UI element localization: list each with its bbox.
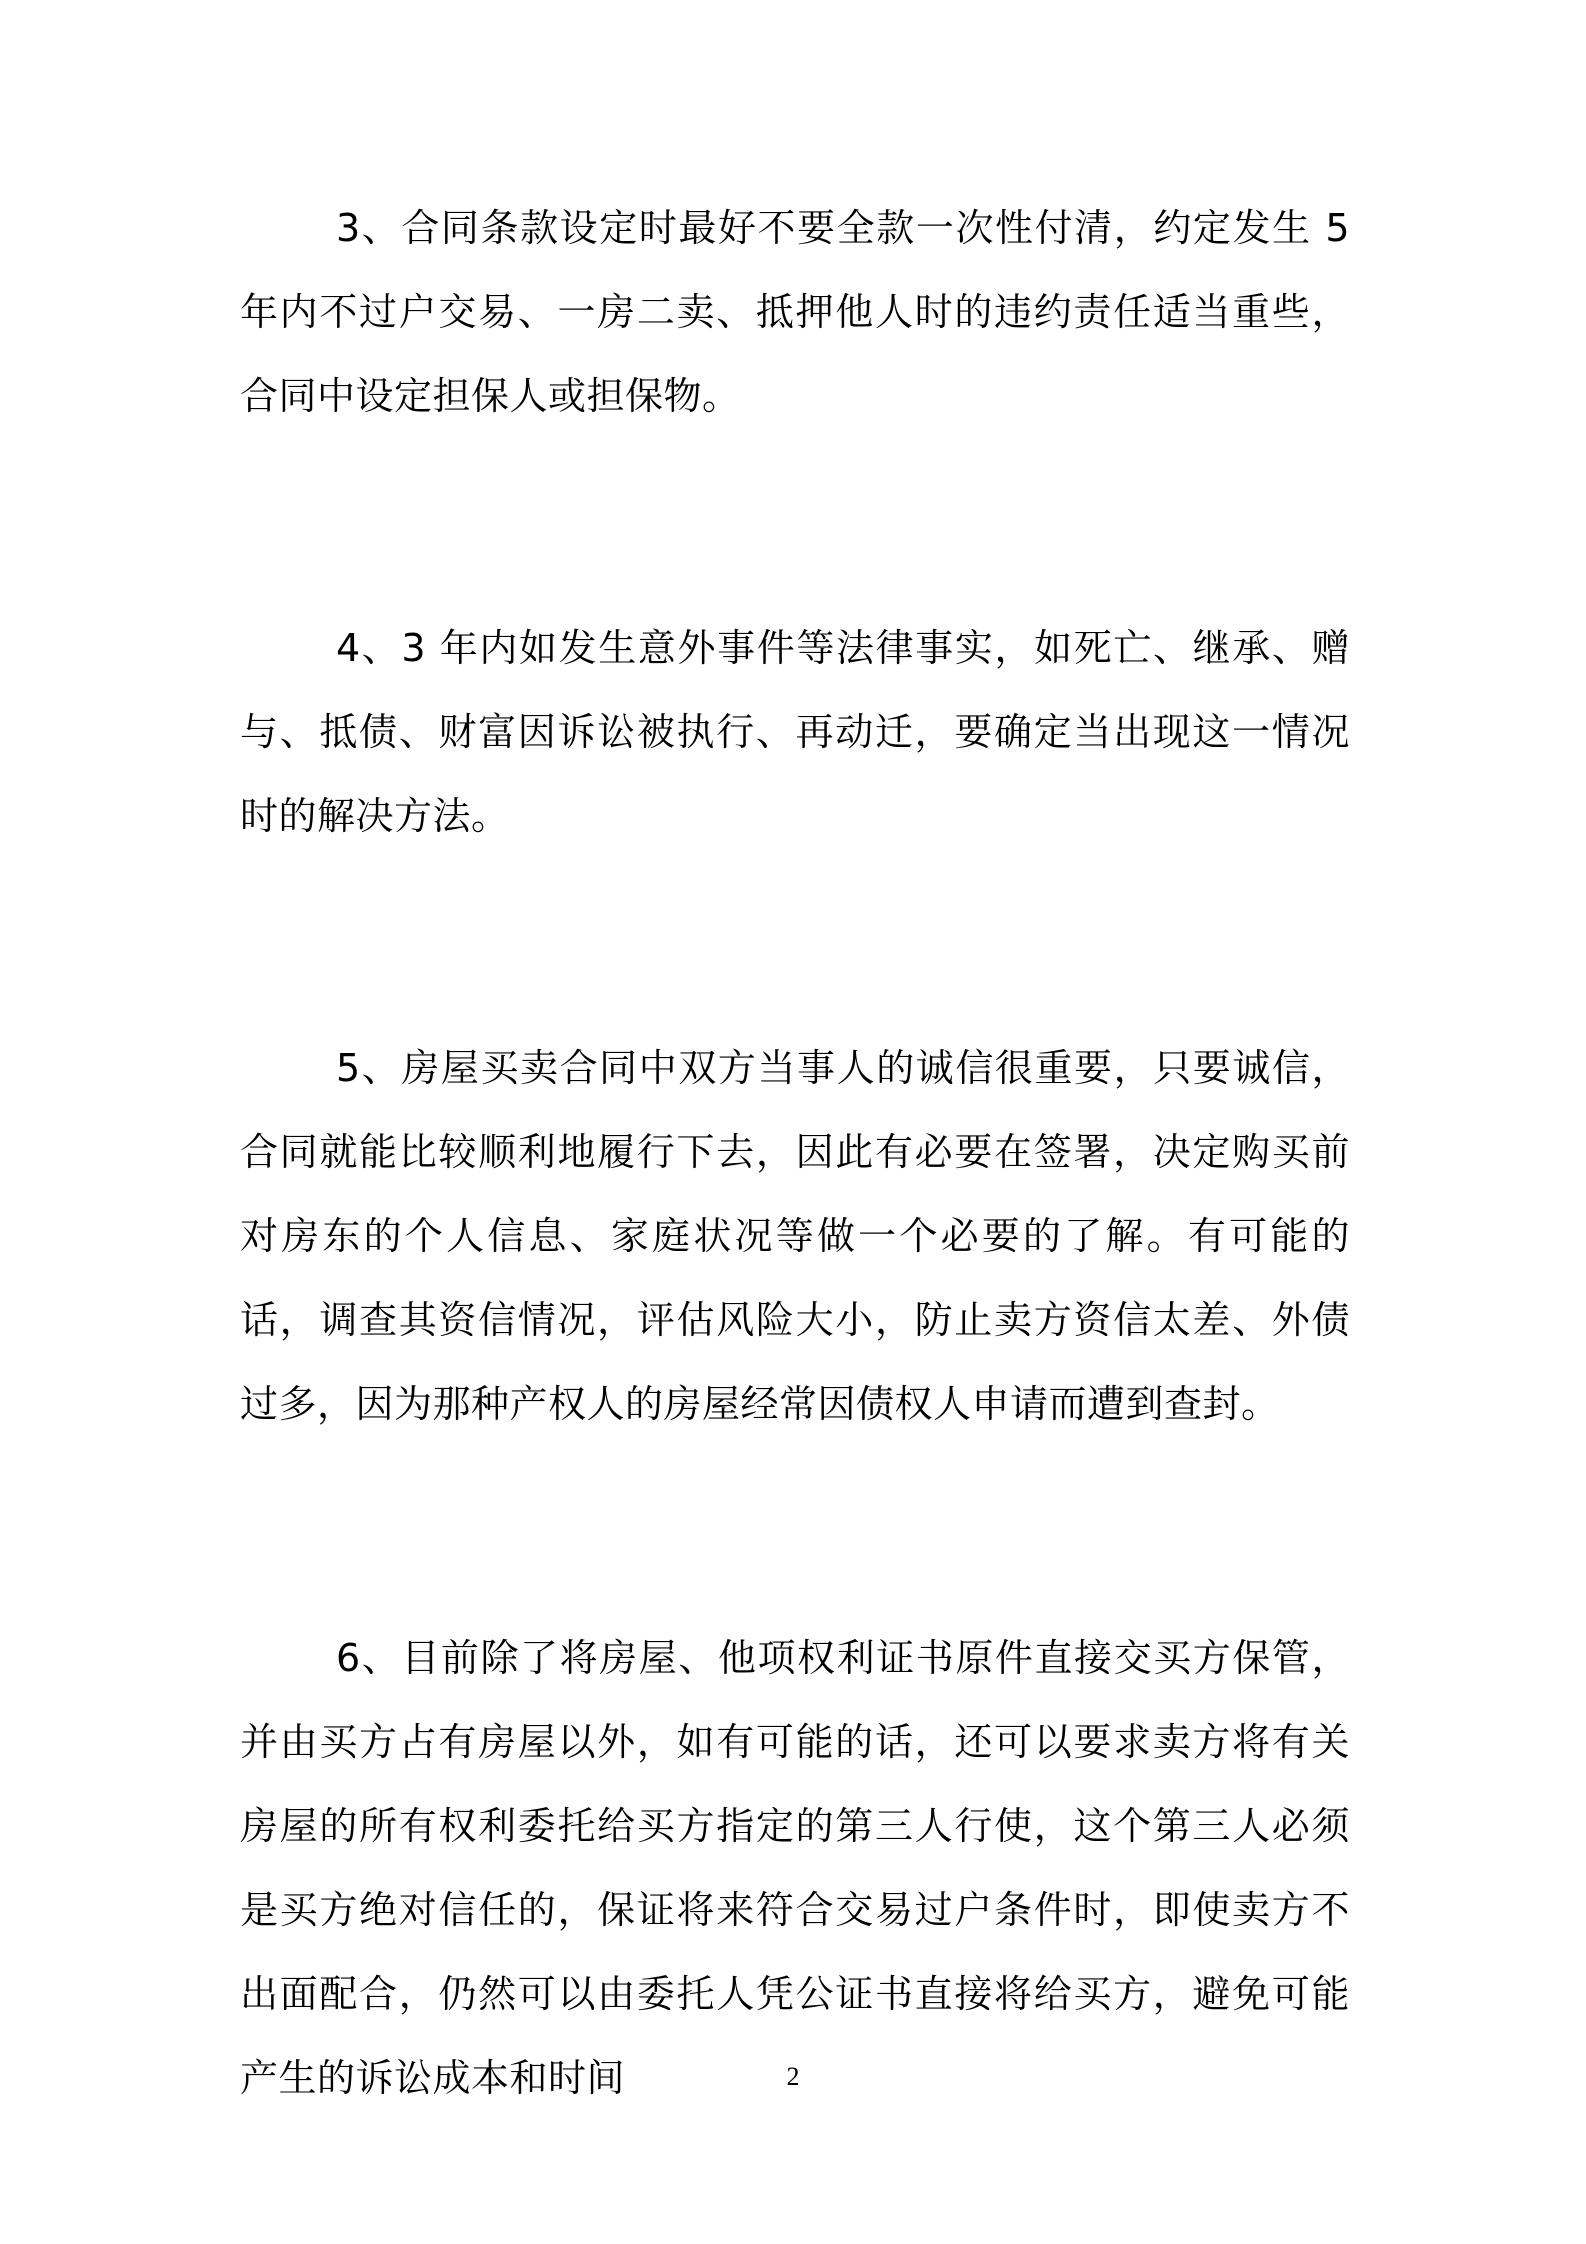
paragraph-3: 3、合同条款设定时最好不要全款一次性付清，约定发生 5 年内不过户交易、一房二卖、抵押他人时的违约责任适当重些，合同中设定担保人或担保物。 xyxy=(240,206,1350,418)
paragraph-4: 4、3 年内如发生意外事件等法律事实，如死亡、继承、赠与、抵债、财富因诉讼被执行、再动迁，要确定当出现这一情况时的解决方法。 xyxy=(240,626,1350,838)
paragraph-5: 5、房屋买卖合同中双方当事人的诚信很重要，只要诚信，合同就能比较顺利地履行下去，因此有必要在签署，决定购买前对房东的个人信息、家庭状况等做一个必要的了解。有可能的话，调查其资信情况，评估风险大小，防止卖方资信太差、外债过多，因为那种产权人的房屋经常因债权人申请而遭到查封。 xyxy=(240,1046,1350,1426)
page-number: 2 xyxy=(786,2062,800,2091)
paragraph-6: 6、目前除了将房屋、他项权利证书原件直接交买方保管，并由买方占有房屋以外，如有可能的话，还可以要求卖方将有关房屋的所有权利委托给买方指定的第三人行使，这个第三人必须是买方绝对信任的，保证将来符合交易过户条件时，即使卖方不出面配合，仍然可以由委托人凭公证书直接将给买方，避免可能产生的诉讼成本和时间 xyxy=(240,1636,1350,2100)
